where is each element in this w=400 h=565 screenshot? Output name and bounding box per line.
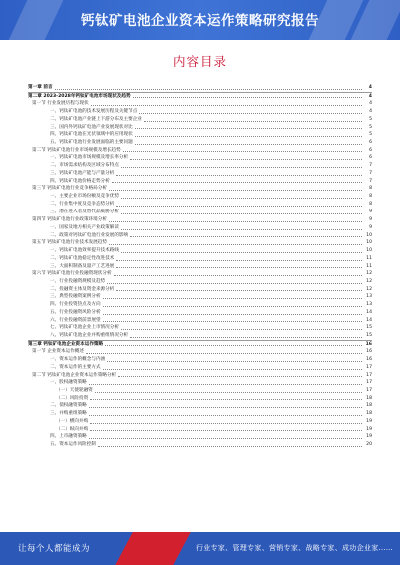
toc-page-number: 13: [366, 294, 372, 300]
toc-subsection-entry[interactable]: [28, 324, 372, 332]
toc-subsection-entry[interactable]: [28, 379, 372, 387]
toc-leader-dots: [144, 121, 362, 122]
toc-leader-dots: [118, 376, 362, 377]
toc-page-number: 5: [369, 132, 372, 138]
toc-subsection-entry[interactable]: [28, 293, 372, 301]
toc-subsection-entry[interactable]: [28, 263, 372, 271]
toc-entry-text: 三、典型投融资案例分析: [50, 294, 101, 300]
toc-subsection-entry[interactable]: [28, 162, 372, 170]
toc-leader-dots: [90, 399, 362, 400]
toc-entry-text: 三、大面积制备及量产工艺进展: [50, 263, 115, 269]
toc-leader-dots: [109, 244, 362, 245]
toc-section-entry[interactable]: [28, 348, 372, 356]
toc-entry-text: 第二节 钙钛矿电池企业资本运作策略分析: [32, 372, 117, 378]
toc-leader-dots: [103, 298, 362, 299]
toc-subsection-entry[interactable]: [28, 309, 372, 317]
toc-page-number: 7: [369, 178, 372, 184]
toc-leader-dots: [116, 260, 362, 261]
toc-page-number: 16: [366, 357, 372, 363]
toc-leader-dots: [133, 97, 362, 98]
toc-subsection-entry[interactable]: [28, 178, 372, 186]
toc-leader-dots: [139, 113, 362, 114]
toc-entry-text: 一、股权融资策略: [50, 380, 87, 386]
toc-page-number: 17: [366, 372, 372, 378]
toc-leader-dots: [116, 206, 362, 207]
toc-chapter-entry[interactable]: [28, 84, 372, 92]
toc-subsection-entry[interactable]: [28, 193, 372, 201]
toc-leader-dots: [98, 446, 362, 447]
table-of-contents: [28, 84, 372, 449]
toc-leader-dots: [116, 175, 362, 176]
report-header-banner: [0, 0, 400, 40]
report-title: 钙钛矿电池企业资本运作策略研究报告: [81, 13, 319, 29]
toc-leader-dots: [121, 329, 362, 330]
toc-page-number: 8: [369, 201, 372, 207]
toc-entry-text: 四、上市融资策略: [50, 434, 87, 440]
toc-leader-dots: [114, 275, 362, 276]
toc-leader-dots: [109, 190, 362, 191]
toc-section-entry[interactable]: [28, 100, 372, 108]
toc-leader-dots: [123, 151, 362, 152]
toc-subsection-entry[interactable]: [28, 201, 372, 209]
toc-subsection-entry[interactable]: [28, 108, 372, 116]
toc-page-number: 18: [366, 395, 372, 401]
toc-entry-text: 四、钙钛矿电池价格走势分析: [50, 178, 110, 184]
toc-subsection-entry[interactable]: [28, 255, 372, 263]
toc-page-number: 6: [369, 147, 372, 153]
toc-leader-dots: [91, 105, 362, 106]
toc-page-number: 13: [366, 302, 372, 308]
toc-chapter-entry[interactable]: [28, 340, 372, 349]
toc-leader-dots: [103, 306, 362, 307]
toc-page-number: 4: [368, 93, 372, 99]
toc-entry-text: 第三节 钙钛矿电池行业竞争格局分析: [32, 186, 107, 192]
toc-page-number: 11: [366, 255, 372, 261]
toc-chapter-entry[interactable]: [28, 92, 372, 101]
toc-leader-dots: [90, 430, 362, 431]
footer-red-accent: [115, 532, 191, 565]
toc-section-entry[interactable]: [28, 372, 372, 380]
footer-tagline: 让每个人都能成为: [18, 544, 91, 554]
toc-entry-text: 一、国家及地方相关产业政策解读: [50, 224, 119, 230]
toc-entry-text: 第五节 钙钛矿电池行业技术发展趋势: [32, 240, 107, 246]
toc-subsection-entry[interactable]: [28, 139, 372, 147]
toc-leader-dots: [89, 407, 362, 408]
toc-entry-text: 二、政策对钙钛矿电池行业发展的影响: [50, 232, 129, 238]
toc-entry-text: 二、资本运作的主要方式: [50, 364, 101, 370]
toc-subsection-entry[interactable]: [28, 209, 372, 217]
toc-subsection-entry[interactable]: [28, 154, 372, 162]
toc-entry-text: 四、行业投资热点及方向: [50, 302, 101, 308]
toc-subsection-entry[interactable]: [28, 418, 372, 426]
toc-entry-text: 一、行业投融资规模及趋势: [50, 278, 106, 284]
toc-entry-text: 第一章 前言: [28, 84, 53, 90]
toc-leader-dots: [105, 345, 362, 346]
toc-subsection-entry[interactable]: [28, 356, 372, 364]
toc-section-entry[interactable]: [28, 270, 372, 278]
toc-leader-dots: [135, 128, 362, 129]
toc-leader-dots: [130, 337, 362, 338]
toc-page-number: 20: [366, 442, 372, 448]
toc-leader-dots: [103, 369, 362, 370]
toc-subsection-entry[interactable]: [28, 224, 372, 232]
toc-leader-dots: [95, 392, 362, 393]
toc-page-number: 10: [366, 248, 372, 254]
toc-entry-text: 五、资本运作风险控制: [50, 442, 96, 448]
toc-page-number: 12: [366, 278, 372, 284]
toc-entry-text: 二、债权融资策略: [50, 403, 87, 409]
toc-leader-dots: [121, 198, 362, 199]
toc-subsection-entry[interactable]: [28, 426, 372, 434]
toc-subsection-entry[interactable]: [28, 247, 372, 255]
toc-page-number: 4: [369, 101, 372, 107]
toc-page-number: 5: [369, 124, 372, 130]
toc-subsection-entry[interactable]: [28, 131, 372, 139]
toc-entry-text: 一、主要企业市场份额及竞争优势: [50, 194, 119, 200]
toc-subsection-entry[interactable]: [28, 116, 372, 124]
toc-entry-text: 三、潜在进入者及替代品威胁分析: [50, 209, 119, 215]
toc-leader-dots: [121, 252, 362, 253]
toc-entry-text: 二、钙钛矿电池稳定性改进技术: [50, 255, 115, 261]
toc-section-entry[interactable]: [28, 185, 372, 193]
toc-page-number: 9: [369, 209, 372, 215]
toc-page-number: 18: [366, 403, 372, 409]
toc-page-number: 19: [366, 434, 372, 440]
footer-banner: [0, 532, 400, 565]
toc-leader-dots: [112, 182, 362, 183]
toc-subsection-entry[interactable]: [28, 124, 372, 132]
toc-entry-text: 第二章 2023-2028年钙钛矿电池市场现状及趋势: [28, 93, 131, 99]
toc-entry-text: 五、行业投融资风险分析: [50, 309, 101, 315]
toc-leader-dots: [103, 321, 362, 322]
toc-page-number: 18: [366, 411, 372, 417]
toc-leader-dots: [90, 423, 362, 424]
toc-page-number: 7: [369, 170, 372, 176]
toc-page-number: 12: [366, 286, 372, 292]
toc-subsection-entry[interactable]: [28, 170, 372, 178]
toc-leader-dots: [135, 144, 362, 145]
toc-entry-text: 四、钙钛矿电池在光伏领域中的应用现状: [50, 132, 133, 138]
toc-page-number: 7: [369, 163, 372, 169]
toc-leader-dots: [89, 384, 362, 385]
toc-entry-text: （一）天使轮融资: [56, 388, 93, 394]
toc-leader-dots: [121, 229, 362, 230]
toc-entry-text: 一、钙钛矿电池效率提升技术路线: [50, 248, 119, 254]
toc-page-number: 6: [369, 140, 372, 146]
toc-entry-text: 三、国内外钙钛矿电池产业发展现状对比: [50, 124, 133, 130]
toc-page-number: 5: [369, 116, 372, 122]
toc-leader-dots: [89, 415, 362, 416]
toc-page-number: 16: [366, 349, 372, 355]
toc-leader-dots: [86, 353, 362, 354]
toc-subsection-entry[interactable]: [28, 364, 372, 372]
toc-entry-text: 一、资本运作的概念与内涵: [50, 357, 106, 363]
toc-subsection-entry[interactable]: [28, 232, 372, 240]
toc-entry-text: 五、钙钛矿电池行业发展面临的主要问题: [50, 140, 133, 146]
toc-leader-dots: [107, 283, 362, 284]
toc-subsection-entry[interactable]: [28, 301, 372, 309]
toc-page-number: 8: [369, 194, 372, 200]
toc-page-number: 4: [369, 109, 372, 115]
toc-section-entry[interactable]: [28, 216, 372, 224]
toc-page-number: 10: [366, 240, 372, 246]
toc-page-number: 14: [366, 317, 372, 323]
toc-entry-text: 二、行业集中度及竞争态势分析: [50, 201, 115, 207]
toc-leader-dots: [116, 267, 362, 268]
toc-entry-text: 八、钙钛矿电池企业并购重组情况分析: [50, 332, 129, 338]
toc-page-number: 12: [366, 271, 372, 277]
toc-entry-text: 二、钙钛矿电池产业链上下游分布及主要企业: [50, 116, 142, 122]
toc-entry-text: （一）横向并购: [56, 418, 89, 424]
toc-entry-text: 三、钙钛矿电池产能与产量分析: [50, 170, 115, 176]
toc-leader-dots: [55, 89, 362, 90]
toc-subsection-entry[interactable]: [28, 433, 372, 441]
toc-subsection-entry[interactable]: [28, 278, 372, 286]
toc-entry-text: 二、市场需求结构及区域分布特点: [50, 163, 119, 169]
toc-entry-text: 一、钙钛矿电池市场规模及增长率分析: [50, 155, 129, 161]
toc-page-number: 17: [366, 380, 372, 386]
toc-page-number: 9: [369, 217, 372, 223]
toc-leader-dots: [103, 314, 362, 315]
toc-leader-dots: [130, 159, 362, 160]
toc-leader-dots: [121, 213, 362, 214]
toc-page-number: 10: [366, 232, 372, 238]
toc-entry-text: 第一节 行业发展历程与现状: [32, 101, 89, 107]
toc-entry-text: 三、并购重组策略: [50, 411, 87, 417]
toc-page-number: 8: [369, 186, 372, 192]
toc-subsection-entry[interactable]: [28, 332, 372, 340]
toc-entry-text: 第六节 钙钛矿电池行业投融资现状分析: [32, 271, 112, 277]
toc-subsection-entry[interactable]: [28, 387, 372, 395]
toc-leader-dots: [109, 221, 362, 222]
toc-subsection-entry[interactable]: [28, 395, 372, 403]
toc-page-number: 19: [366, 426, 372, 432]
toc-subsection-entry[interactable]: [28, 402, 372, 410]
toc-entry-text: 六、行业投融资前景展望: [50, 317, 101, 323]
toc-subsection-entry[interactable]: [28, 410, 372, 418]
toc-leader-dots: [116, 290, 362, 291]
toc-page-number: 17: [366, 364, 372, 370]
toc-subsection-entry[interactable]: [28, 317, 372, 325]
toc-page-number: 14: [366, 309, 372, 315]
toc-leader-dots: [121, 167, 362, 168]
toc-entry-text: 第一节 企业资本运作概述: [32, 349, 84, 355]
toc-section-entry[interactable]: [28, 239, 372, 247]
toc-entry-text: （二）风险投资: [56, 395, 89, 401]
toc-page-number: 15: [366, 332, 372, 338]
toc-page-number: 19: [366, 418, 372, 424]
toc-entry-text: 第三章 钙钛矿电池企业资本运作策略: [28, 341, 104, 347]
toc-subsection-entry[interactable]: [28, 441, 372, 449]
toc-leader-dots: [89, 438, 362, 439]
toc-leader-dots: [107, 361, 362, 362]
toc-entry-text: 第四节 钙钛矿电池行业政策环境分析: [32, 217, 107, 223]
toc-page-number: 17: [366, 388, 372, 394]
toc-section-entry[interactable]: [28, 147, 372, 155]
toc-heading: 内容目录: [172, 54, 227, 69]
toc-page-number: 11: [366, 263, 372, 269]
toc-page-number: 15: [366, 325, 372, 331]
toc-page-number: 9: [369, 224, 372, 230]
toc-entry-text: 一、钙钛矿电池的技术发展历程及关键节点: [50, 109, 138, 115]
toc-entry-text: 七、钙钛矿电池企业上市情况分析: [50, 325, 119, 331]
toc-page-number: 16: [365, 341, 372, 347]
toc-entry-text: 二、投融资主体及资金来源分析: [50, 286, 115, 292]
toc-entry-text: 第二节 钙钛矿电池行业市场规模及增长趋势: [32, 147, 121, 153]
toc-page-number: 4: [368, 84, 372, 90]
toc-page-number: 6: [369, 155, 372, 161]
toc-leader-dots: [130, 236, 362, 237]
footer-experts-text: 行业专家、管理专家、营销专家、战略专家、成功企业家……: [196, 544, 394, 552]
toc-entry-text: （二）纵向并购: [56, 426, 89, 432]
toc-leader-dots: [135, 136, 362, 137]
toc-subsection-entry[interactable]: [28, 286, 372, 294]
